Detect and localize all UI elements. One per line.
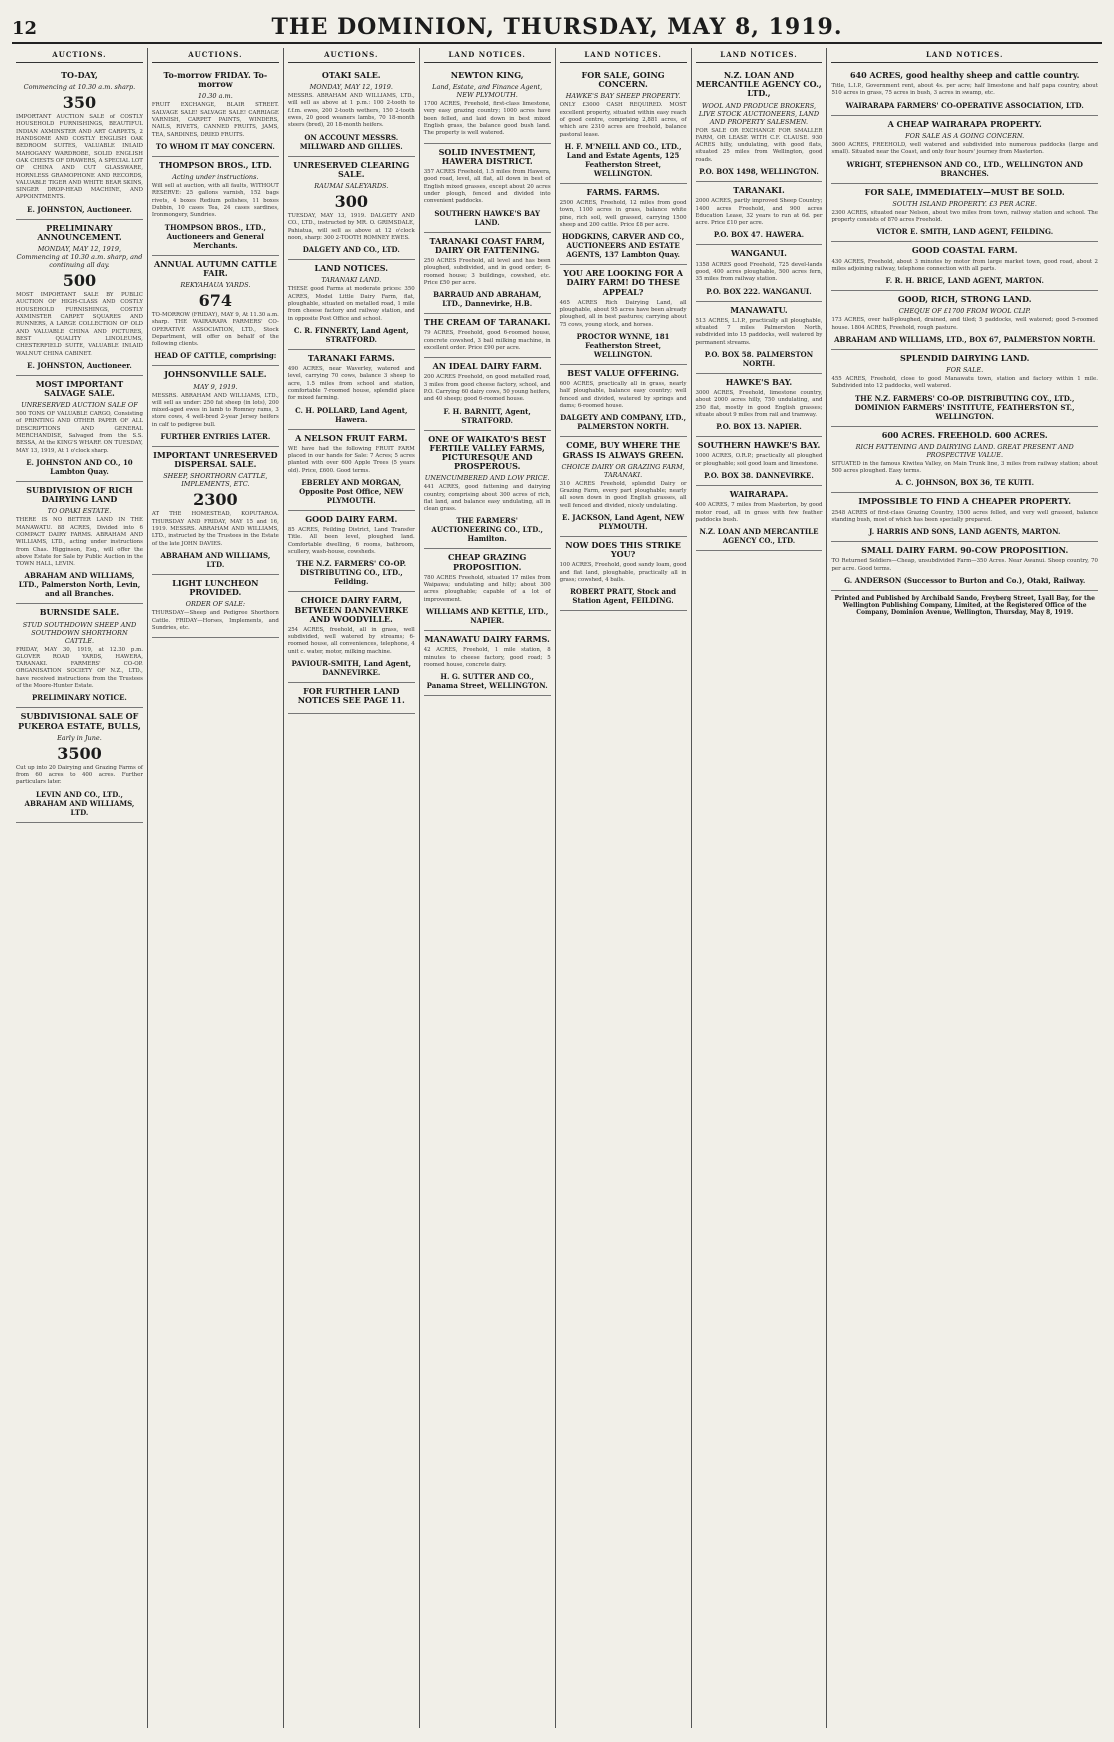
ad-headline: 600 ACRES. FREEHOLD. 600 ACRES. <box>881 429 1048 440</box>
ad-body: 600 ACRES, practically all in grass, nearly half ploughable, balance easy country; well fenced and divided, watered by springs and dams; 6-roomed house. <box>559 381 687 410</box>
ad-headline: TARANAKI COAST FARM, DAIRY OR FATTENING. <box>429 235 545 255</box>
ad-signature: VICTOR E. SMITH, LAND AGENT, FEILDING. <box>876 227 1054 237</box>
advertisement <box>696 437 823 486</box>
ad-body: 100 ACRES, Freehold, good sandy loam, good and flat land, ploughable, practically all in grass; cowshed, 4 bails. <box>559 562 687 583</box>
advertisement <box>424 233 551 315</box>
ad-body: 2548 ACRES of first-class Grazing Country, 1500 acres felled, and very well grassed, balance standing bush, most of which has been specially prepared. <box>831 509 1098 523</box>
ad-subhead: UNENCUMBERED AND LOW PRICE. <box>424 474 550 483</box>
ad-headline: 640 ACRES, good healthy sheep and cattle country. <box>849 70 1080 80</box>
ad-headline: OTAKI SALE. <box>321 70 381 80</box>
ad-signature: E. JACKSON, Land Agent, NEW PLYMOUTH. <box>562 512 685 531</box>
ad-body: 254 ACRES, freehold, all in grass, well subdivided, well watered by streams; 6-roomed house, all conveniences, telephone, 4 unit c. water, motor, milking machine. <box>287 626 415 655</box>
ad-subhead: CHEQUE OF £1700 FROM WOOL CLIP. <box>898 307 1031 316</box>
ad-headline: IMPOSSIBLE TO FIND A CHEAPER PROPERTY. <box>858 496 1071 507</box>
column-header: AUCTIONS. <box>16 48 143 63</box>
ad-headline: UNRESERVED CLEARING SALE. <box>293 159 410 179</box>
ad-headline: GOOD, RICH, STRONG LAND. <box>897 294 1032 305</box>
ad-body: 79 ACRES, Freehold, good 6-roomed house, concrete cowshed, 3 bail milking machine, in excellent order. Price £90 per acre. <box>423 330 551 351</box>
advertisement <box>831 427 1098 494</box>
ad-body: 42 ACRES, Freehold, 1 mile station, 8 minutes to cheese factory, good road; 5 roomed house, concrete dairy. <box>423 647 551 668</box>
ad-headline: NOW DOES THIS STRIKE YOU? <box>565 539 681 560</box>
column-header: LAND NOTICES. <box>424 48 551 63</box>
column-2 <box>148 48 284 1728</box>
ad-body: 2500 ACRES, Freehold, 12 miles from good town, 1100 acres in grass, balance white pine, rich soil, well grassed, carrying 1500 sheep and 200 cattle. Price £8 per acre. <box>559 200 687 228</box>
ad-headline: FOR FURTHER LAND NOTICES SEE PAGE 11. <box>297 686 405 706</box>
advertisement <box>560 265 687 365</box>
ad-subhead: MAY 9, 1919. <box>193 382 238 391</box>
ad-subhead: MONDAY, MAY 12, 1919, Commencing at 10.30 a.m. sharp, and continuing all day. <box>16 245 143 270</box>
advertisement <box>16 376 143 482</box>
ad-headline: SMALL DAIRY FARM. 90-COW PROPOSITION. <box>861 545 1069 556</box>
ad-headline: GOOD COASTAL FARM. <box>911 245 1018 256</box>
ad-headline: MANAWATU. <box>730 304 788 315</box>
ad-body: FOR SALE OR EXCHANGE FOR SMALLER FARM, OR LEASE WITH C.F. CLAUSE. 930 ACRES hilly, undulating, with good flats, situated 25 miles from Wellington, good roads. <box>695 127 823 163</box>
ad-body: IMPORTANT AUCTION SALE of COSTLY HOUSEHOLD FURNISHINGS, BEAUTIFUL INDIAN AXMINSTER AND ART CARPETS, 2 HANDSOME AND COSTLY ENGLISH OAK BEDROOM SUITES, VALUABLE INLAID MAHOGANY WARDROBE, SOLID ENGLISH OAK CHESTS OF DRAWERS, A SPECIAL LOT OF CHINA AND CUT GLASSWARE, HORNLESS GRAMOPHONE AND RECORDS, VALUABLE TIGER AND WHITE BEAR SKINS, SINGER DROP-HEAD MACHINE, AND APPOINTMENTS. <box>16 114 143 201</box>
advertisement <box>560 67 687 184</box>
ad-signature: PROCTOR WYNNE, 181 Featherston Street, WELLINGTON. <box>576 331 670 359</box>
advertisement <box>288 157 415 261</box>
ad-signature: P.O. BOX 47. HAWERA. <box>713 230 805 240</box>
advertisement <box>424 431 551 550</box>
ad-body: 250 ACRES Freehold, all level and has been ploughed, subdivided, and in good order; 6-roomed house; 3 buildings, cowshed, etc. Price £50 per acre. <box>423 257 551 286</box>
ad-body: Will sell at auction, with all faults, WITHOUT RESERVE: 25 gallons varnish, 152 bags rivets, 4 boxes Redium polishes, 11 boxes Dubbin, 10 cases Tea, 24 cases sardines, Ironmongery, Sundries. <box>151 183 279 219</box>
advertisement <box>288 260 415 350</box>
column-5 <box>556 48 692 1728</box>
ad-body: Cut up into 20 Dairying and Grazing Farms of from 60 acres to 400 acres. Further particulars later. <box>16 764 143 786</box>
ad-body: THERE IS NO BETTER LAND IN THE MANAWATU. 88 ACRES, Divided into 6 COMPACT DAIRY FARMS. ABRAHAM AND WILLIAMS, LTD., acting under instructions from Chas. Higginson, Esq., will offer the above Estate for Sale by Public Auction in the TOWN HALL, LEVIN. <box>16 517 143 568</box>
advertisement <box>288 683 415 714</box>
ad-signature: E. JOHNSTON, Auctioneer. <box>27 204 132 214</box>
ad-signature: E. JOHNSTON, Auctioneer. <box>27 360 132 370</box>
advertisement <box>560 437 687 537</box>
ad-body: 490 ACRES, near Waverley, watered and level, carrying 70 cows, balance 3 sheep to acre, 1.5 miles from school and station, comfortable 7-roomed house, splendid place for mixed farming. <box>287 366 415 402</box>
advertisement <box>16 604 143 708</box>
ad-body: 513 ACRES, L.I.P., practically all ploughable, situated 7 miles Palmerston North, subdivided into 15 paddocks, well watered by permanent streams. <box>695 317 823 346</box>
ad-body: THESE good Farms at moderate prices: 350 ACRES, Model Little Dairy Farm, flat, ploughable, situated on metalled road, 1 mile from cheese factory and railway station, and in opposite Post Office and school. <box>287 286 415 322</box>
advertisement <box>152 366 279 447</box>
ad-body: TO Returned Soldiers—Cheap, unsubdivided Farm—350 Acres. Near Awanui. Sheep country, 70 per acre. Good terms. <box>831 558 1098 572</box>
ad-signature: H. G. SUTTER AND CO., Panama Street, WELLINGTON. <box>426 672 548 691</box>
ad-body: 357 ACRES Freehold, 1.5 miles from Hawera, good road, level, all flat, all down in best of English mixed grasses, except about 20 acres under plough, fenced and divided into convenient paddocks. <box>423 169 551 205</box>
ad-subhead: CHOICE DAIRY OR GRAZING FARM, TARANAKI. <box>561 462 685 479</box>
advertisement <box>152 575 279 638</box>
column-header: LAND NOTICES. <box>831 48 1098 63</box>
ad-signature: H. F. M'NEILL AND CO., LTD., Land and Estate Agents, 125 Featherston Street, WELLINGTON. <box>564 141 682 178</box>
ad-signature: ON ACCOUNT MESSRS. MILLWARD AND GILLIES. <box>299 132 403 151</box>
ad-signature: C. H. POLLARD, Land Agent, Hawera. <box>295 405 408 424</box>
ad-body: 465 ACRES Rich Dairying Land, all ploughable, about 95 acres have been already ploughed, all in best pastures; carrying about 75 cows, young stock, and horses. <box>559 299 687 328</box>
ad-subhead: FOR SALE. <box>946 366 984 375</box>
ad-headline: AN IDEAL DAIRY FARM. <box>432 361 542 372</box>
advertisement <box>696 374 823 437</box>
ad-subhead: Acting under instructions. <box>172 173 259 182</box>
column-header: LAND NOTICES. <box>696 48 823 63</box>
ad-signature: THOMPSON BROS., LTD., Auctioneers and General Merchants. <box>164 222 266 250</box>
advertisement <box>424 144 551 233</box>
ad-headline: FOR SALE, GOING CONCERN. <box>581 70 665 90</box>
ad-headline: SOLID INVESTMENT, HAWERA DISTRICT. <box>438 146 536 166</box>
ad-body: 173 ACRES, over half-ploughed, drained, and tiled; 5 paddocks, well watered; good 5-roomed house. 1804 ACRES, Freehold, rough pasture. <box>831 317 1098 331</box>
ad-headline: SUBDIVISION OF RICH DAIRYING LAND <box>26 484 133 505</box>
advertisement <box>831 493 1098 542</box>
ad-body: 1700 ACRES, Freehold, first-class limestone, very easy grazing country; 1000 acres have been felled, and laid down in best mixed English grass, the balance good bush land. The property is well watered. <box>423 101 551 137</box>
advertisement <box>831 542 1098 591</box>
advertisement <box>16 482 143 604</box>
ad-body: ONLY £3000 CASH REQUIRED. MOST excellent property, situated within easy reach of good centre, comprising 2,881 acres, of which are 2310 acres are freehold, balance pastoral lease. <box>559 102 687 138</box>
column-3 <box>284 48 420 1728</box>
ad-signature: P.O. BOX 222. WANGANUI. <box>706 286 812 296</box>
advertisement <box>560 365 687 437</box>
advertisement <box>288 350 415 430</box>
advertisement <box>831 291 1098 350</box>
ad-signature: N.Z. LOAN AND MERCANTILE AGENCY CO., LTD. <box>699 527 819 546</box>
ad-signature: THE N.Z. FARMERS' CO-OP. DISTRIBUTING CO., LTD., Feilding. <box>296 559 407 587</box>
ad-signature: DALGETY AND CO., LTD. <box>302 245 400 255</box>
advertisement <box>831 184 1098 243</box>
ad-signature: A. C. JOHNSON, BOX 36, TE KUITI. <box>895 478 1035 488</box>
ad-subhead: TO OPAKI ESTATE. <box>47 507 112 516</box>
ad-signature: G. ANDERSON (Successor to Burton and Co.), Otaki, Railway. <box>844 576 1086 586</box>
ad-signature: HEAD OF CATTLE, comprising: <box>154 351 277 361</box>
ad-body: MESSRS. ABRAHAM AND WILLIAMS, LTD., will sell as above at 1 p.m.: 100 2-tooth to f.f.m. ewes, 200 2-tooth wethers, 150 2-tooth ewes, 20 good weaners lambs, 70 18-month steers (bred), 20 18-month heifers. <box>287 93 415 129</box>
column-7 <box>827 48 1102 1728</box>
ad-body: MOST IMPORTANT SALE BY PUBLIC AUCTION OF HIGH-CLASS AND COSTLY HOUSEHOLD FURNISHINGS, COSTLY AXMINSTER CARPET SQUARES AND RUNNERS, A LARGE COLLECTION OF OLD AND VALUABLE CHINA AND PICTURES, BEST QUALITY LINOLEUMS, CHESTERFIELD SUITE, VALUABLE INLAID WALNUT CHINA CABINET. <box>16 292 143 357</box>
ad-subhead: Land, Estate, and Finance Agent, NEW PLYMOUTH. <box>432 83 543 100</box>
ad-subhead: ORDER OF SALE: <box>185 600 246 609</box>
column-6 <box>692 48 828 1728</box>
advertisement <box>16 67 143 220</box>
advertisement <box>288 67 415 157</box>
ad-body: 2300 ACRES, situated near Nelson, about two miles from town, railway station and school. The property consists of 870 acres Freehold. <box>831 209 1098 224</box>
column-header: AUCTIONS. <box>152 48 279 63</box>
ad-signature: P.O. BOX 58. PALMERSTON NORTH. <box>704 349 814 368</box>
ad-headline: N.Z. LOAN AND MERCANTILE AGENCY CO., LTD., <box>696 70 822 99</box>
advertisement <box>831 350 1098 427</box>
ad-headline: PRELIMINARY ANNOUNCEMENT. <box>37 222 122 242</box>
ad-signature: BARRAUD AND ABRAHAM, LTD., Dannevirke, H.B. <box>433 290 542 309</box>
ad-headline: ONE OF WAIKATO'S BEST FERTILE VALLEY FARMS, PICTURESQUE AND PROSPEROUS. <box>428 433 547 472</box>
ad-body: 430 ACRES, Freehold, about 3 minutes by motor from large market town, good road, about 2 miles adjoining railway, telephone connection with all parts. <box>831 258 1098 272</box>
ad-headline: SOUTHERN HAWKE'S BAY. <box>697 440 821 451</box>
ad-lot-number: 500 <box>62 271 97 291</box>
ad-signature: C. R. FINNERTY, Land Agent, STRATFORD. <box>293 325 409 344</box>
ad-signature: WAIRARAPA FARMERS' CO-OPERATIVE ASSOCIATION, LTD. <box>845 100 1084 110</box>
advertisement <box>424 549 551 631</box>
ad-headline: A CHEAP WAIRARAPA PROPERTY. <box>887 118 1042 129</box>
ad-body: FRIDAY, MAY 30, 1919, at 12.30 p.m. GLOVER ROAD YARDS, HAWERA, TARANAKI. FARMERS' CO-OP. ORGANISATION SOCIETY OF N.Z., LTD., have received instructions from the Trustees of the Moore-Hunter Estate. <box>16 646 143 690</box>
ad-lot-number: 300 <box>334 192 368 212</box>
columns-container <box>12 48 1102 1728</box>
ad-signature: THE FARMERS' AUCTIONEERING CO., LTD., Hamilton. <box>431 516 543 544</box>
ad-headline: GOOD DAIRY FARM. <box>305 513 398 524</box>
ad-headline: TO-DAY, <box>61 70 98 80</box>
ad-headline: To-morrow FRIDAY. To-morrow <box>163 70 268 90</box>
advertisement <box>288 430 415 511</box>
advertisement <box>831 242 1098 291</box>
ad-headline: LAND NOTICES. <box>314 263 389 274</box>
advertisement <box>696 245 823 301</box>
ad-body: TO-MORROW (FRIDAY), MAY 9, At 11.30 a.m. sharp. THE WAIRARAPA FARMERS' CO-OPERATIVE ASSOCIATION, LTD., Stock Department, will offer on behalf of the following clients. <box>151 311 279 348</box>
column-1 <box>12 48 148 1728</box>
ad-subhead: SHEEP, SHORTHORN CATTLE, IMPLEMENTS, ETC. <box>163 472 268 489</box>
ad-signature: PAVIOUR-SMITH, Land Agent, DANNEVIRKE. <box>291 659 412 678</box>
ad-headline: WAIRARAPA. <box>729 489 789 500</box>
advertisement <box>288 511 415 592</box>
ad-headline: CHEAP GRAZING PROPOSITION. <box>447 552 527 572</box>
ad-signature: WILLIAMS AND KETTLE, LTD., NAPIER. <box>426 607 549 626</box>
ad-subhead: MONDAY, MAY 12, 1919. <box>309 83 393 92</box>
ad-headline: ANNUAL AUTUMN CATTLE FAIR. <box>153 258 277 278</box>
ad-headline: THOMPSON BROS., LTD. <box>158 159 272 170</box>
ad-subhead: REKYAHAUA YARDS. <box>180 280 251 289</box>
ad-body: SITUATED in the famous Kiwitea Valley, on Main Trunk line, 3 miles from railway station; about 500 acres ploughed. Easy terms. <box>831 460 1098 475</box>
ad-subhead: 10.30 a.m. <box>197 92 233 101</box>
ad-signature: PRELIMINARY NOTICE. <box>32 693 127 703</box>
ad-subhead: Commencing at 10.30 a.m. sharp. <box>23 83 136 92</box>
ad-body: 455 ACRES, Freehold, close to good Manawatu town, station and factory within 1 mile. Subdivided into 12 paddocks, well watered. <box>831 376 1098 390</box>
ad-signature: THE N.Z. FARMERS' CO-OP. DISTRIBUTING COY., LTD., DOMINION FARMERS' INSTITUTE, FEATHERSTON ST., WELLINGTON. <box>854 393 1075 421</box>
ad-subhead: TARANAKI LAND. <box>321 276 382 285</box>
ad-body: 310 ACRES Freehold, splendid Dairy or Grazing Farm, every part ploughable; nearly all sown down in good English grasses, all well fenced and divided, nicely undulating. <box>559 480 687 509</box>
ad-headline: WANGANUI. <box>731 248 787 259</box>
ad-subhead: RICH FATTENING AND DAIRYING LAND. GREAT PRESENT AND PROSPECTIVE VALUE. <box>855 442 1074 459</box>
advertisement <box>696 182 823 245</box>
ad-signature: WRIGHT, STEPHENSON AND CO., LTD., WELLINGTON AND BRANCHES. <box>846 159 1083 178</box>
ad-subhead: RAUMAI SALEYARDS. <box>314 182 389 191</box>
advertisement <box>696 67 823 182</box>
column-4 <box>420 48 556 1728</box>
ad-headline: SPLENDID DAIRYING LAND. <box>899 352 1030 363</box>
ad-lot-number: 674 <box>198 290 233 310</box>
masthead <box>12 14 1102 44</box>
ad-signature: DALGETY AND COMPANY, LTD., PALMERSTON NORTH. <box>560 413 687 432</box>
advertisement <box>696 486 823 551</box>
ad-headline: JOHNSONVILLE SALE. <box>164 369 267 380</box>
ad-headline: COME, BUY WHERE THE GRASS IS ALWAYS GREEN. <box>562 440 684 460</box>
ad-body: 3600 ACRES, FREEHOLD, well watered and subdivided into numerous paddocks (large and small). Situated near the Coast, and only four hours' journey from Masterton. <box>831 141 1098 156</box>
newspaper-title: THE DOMINION, THURSDAY, MAY 8, 1919. <box>271 14 843 40</box>
advertisement <box>288 592 415 683</box>
ad-headline: TARANAKI. <box>733 185 785 196</box>
advertisement <box>831 116 1098 184</box>
ad-headline: LIGHT LUNCHEON PROVIDED. <box>172 577 259 598</box>
ad-signature: P.O. BOX 1498, WELLINGTON. <box>699 167 819 177</box>
advertisement <box>696 302 823 374</box>
advertisement <box>16 220 143 376</box>
advertisement <box>560 184 687 265</box>
ad-headline: CHOICE DAIRY FARM, BETWEEN DANNEVIRKE AND WOODVILLE. <box>294 595 409 624</box>
advertisement <box>152 447 279 575</box>
ad-body: 3000 ACRES, Freehold, limestone country, about 2000 acres hilly, 750 undulating, and 250 flat, mostly in good English grasses; situate about 9 miles from rail and tramway. <box>695 390 823 418</box>
ad-signature: P.O. BOX 38. DANNEVIRKE. <box>704 471 814 481</box>
ad-headline: BEST VALUE OFFERING. <box>567 367 679 378</box>
ad-subhead: HAWKE'S BAY SHEEP PROPERTY. <box>565 92 681 101</box>
ad-subhead: UNRESERVED AUCTION SALE OF <box>21 401 138 410</box>
ad-signature: FURTHER ENTRIES LATER. <box>160 432 271 442</box>
ad-body: AT THE HOMESTEAD, KOPUTAROA. THURSDAY AND FRIDAY, MAY 15 and 16, 1919. MESSRS. ABRAHAM AND WILLIAMS, LTD., instructed by the Trustees in the Estate of the late JOHN DAVIES. <box>151 511 279 547</box>
ad-subhead: Early in June. <box>57 733 102 742</box>
page-number: 12 <box>12 18 38 39</box>
ad-headline: IMPORTANT UNRESERVED DISPERSAL SALE. <box>153 450 278 470</box>
ad-body: FRUIT EXCHANGE, BLAIR STREET. SALVAGE SALE! SALVAGE SALE! CARRIAGE VARNISH, CARPET PAINTS, WINDERS, NAILS, RIVETS, CANNED FRUITS, JAMS, TEA, SARDINES, DRIED FRUITS. <box>151 102 279 138</box>
ad-signature: J. HARRIS AND SONS, LAND AGENTS, MARTON. <box>868 527 1061 537</box>
advertisement <box>152 157 279 256</box>
ad-body: THURSDAY—Sheep and Pedigree Shorthorn Cattle. FRIDAY—Horses, Implements, and Sundries, etc. <box>151 610 279 631</box>
ad-headline: NEWTON KING, <box>450 70 524 80</box>
ad-headline: HAWKE'S BAY. <box>725 376 793 387</box>
ad-body: 441 ACRES, good fattening and dairying country, comprising about 300 acres of rich, flat land, and balance easy undulating, all in clean grass. <box>423 484 551 513</box>
ad-signature: LEVIN AND CO., LTD., ABRAHAM AND WILLIAMS, LTD. <box>24 789 135 817</box>
ad-lot-number: 350 <box>62 93 97 113</box>
ad-body: 1000 ACRES, O.R.P.; practically all ploughed or ploughable; soil good loam and limestone. <box>695 453 823 467</box>
ad-signature: E. JOHNSTON AND CO., 10 Lambton Quay. <box>26 457 133 476</box>
ad-body: 2000 ACRES, partly improved Sheep Country; 1400 acres Freehold, and 900 acres Education Lease, 32 years to run at 6d. per acre. Price £10 per acre. <box>695 198 823 227</box>
ad-subhead: SOUTH ISLAND PROPERTY. £3 PER ACRE. <box>892 199 1037 208</box>
ad-signature: ABRAHAM AND WILLIAMS, LTD., BOX 67, PALMERSTON NORTH. <box>834 334 1096 344</box>
ad-body: 500 TONS OF VALUABLE CARGO, Consisting of PRINTING AND OTHER PAPER OF ALL DESCRIPTIONS AND GENERAL MERCHANDISE, Salvaged from the S.S. BESSA, At the KING'S WHARF. ON TUESDAY, MAY 13, 1919, At 1 o'clock sharp. <box>16 411 143 454</box>
advertisement <box>831 67 1098 116</box>
advertisement <box>424 67 551 144</box>
ad-signature: EBERLEY AND MORGAN, Opposite Post Office, NEW PLYMOUTH. <box>299 477 404 505</box>
ad-headline: FOR SALE, IMMEDIATELY—MUST BE SOLD. <box>864 186 1065 197</box>
column-header: AUCTIONS. <box>288 48 415 63</box>
ad-headline: YOU ARE LOOKING FOR A DAIRY FARM! DO THESE APPEAL? <box>563 268 683 297</box>
ad-headline: MOST IMPORTANT SALVAGE SALE. <box>35 378 124 398</box>
ad-headline: MANAWATU DAIRY FARMS. <box>424 634 550 645</box>
ad-lot-number: 2300 <box>193 490 238 510</box>
ad-signature: ROBERT PRATT, Stock and Station Agent, FEILDING. <box>570 587 677 606</box>
advertisement <box>560 537 687 611</box>
ad-body: WE have had the following FRUIT FARM placed in our hands for Sale: 7 Acres; 5 acres planted with over 600 Apple Trees (5 years old). Price, £600. Good terms. <box>287 445 415 474</box>
printer-imprint: Printed and Published by Archibald Sando, Freyberg Street, Lyall Bay, for the Wellington Publishing Company, Limited, at the Registered Office of the Company, Dominion Avenue, Wellington, Thursday, May 8, 1919. <box>834 595 1095 617</box>
column-header: LAND NOTICES. <box>560 48 687 63</box>
ad-body: 780 ACRES Freehold, situated 17 miles from Waipawa; undulating and hilly; about 300 acres ploughable; capable of a lot of improvement. <box>423 574 551 603</box>
advertisement <box>152 256 279 367</box>
ad-signature: SOUTHERN HAWKE'S BAY LAND. <box>434 208 541 227</box>
ad-body: 400 ACRES, 7 miles from Masterton, by good motor road, all in grass with few feather paddocks bush. <box>695 502 823 523</box>
ad-headline: BURNSIDE SALE. <box>39 607 120 618</box>
ad-headline: THE CREAM OF TARANAKI. <box>423 317 551 328</box>
advertisement <box>424 358 551 430</box>
ad-body: 1358 ACRES good Freehold, 725 devel-lands good, 400 acres ploughable, 500 acres fern, 35 miles from railway station. <box>695 261 823 283</box>
ad-signature: P.O. BOX 13. NAPIER. <box>716 422 802 432</box>
ad-body: TUESDAY, MAY 13, 1919. DALGETY AND CO., LTD., instructed by MR. O. GRIMSDALE, Pahiatua, will sell as above at 12 o'clock noon, sharp: 300 2-TOOTH ROMNEY EWES. <box>287 213 415 241</box>
ad-headline: TARANAKI FARMS. <box>307 352 395 363</box>
ad-headline: SUBDIVISIONAL SALE OF PUKEROA ESTATE, BULLS, <box>18 711 141 731</box>
ad-signature: TO WHOM IT MAY CONCERN. <box>155 141 275 151</box>
ad-subhead: STUD SOUTHDOWN SHEEP AND SOUTHDOWN SHORTHORN CATTLE. <box>22 620 137 645</box>
ad-signature: ABRAHAM AND WILLIAMS, LTD. <box>160 550 271 569</box>
ad-subhead: FOR SALE AS A GOING CONCERN. <box>905 131 1025 140</box>
advertisement <box>152 67 279 157</box>
ad-lot-number: 3500 <box>57 743 102 763</box>
ad-body: 200 ACRES Freehold, on good metalled road, 3 miles from good cheese factory, school, and P.O. Carrying 60 dairy cows, 50 young heifers, and 40 sheep; good 6-roomed house. <box>423 374 551 403</box>
ad-headline: A NELSON FRUIT FARM. <box>295 432 408 443</box>
ad-signature: F. H. BARNITT, Agent, STRATFORD. <box>443 406 531 425</box>
advertisement <box>16 708 143 822</box>
ad-signature: F. R. H. BRICE, LAND AGENT, MARTON. <box>885 276 1044 286</box>
ad-headline: FARMS. FARMS. <box>586 186 660 197</box>
ad-body: Title, L.I.P., Government rent, about 4s. per acre; half limestone and half papa country, about 510 acres in grass, 75 acres in bush, 3 acres in swamp, etc. <box>831 83 1098 97</box>
ad-body: MESSRS. ABRAHAM AND WILLIAMS, LTD., will sell as under: 250 fat sheep (in lots), 200 mixed-aged ewes in lamb to Romney rams, 3 store cows, 4 well-bred 2-year Jersey heifers in calf to pedigree bull. <box>151 392 279 428</box>
advertisement <box>424 314 551 358</box>
ad-subhead: WOOL AND PRODUCE BROKERS, LIVE STOCK AUCTIONEERS, LAND AND PROPERTY SALESMEN. <box>698 101 820 126</box>
ad-signature: HODGKINS, CARVER AND CO., AUCTIONEERS AND ESTATE AGENTS, 137 Lambton Quay. <box>561 232 685 260</box>
ad-body: 85 ACRES, Feilding District, Land Transfer Title. All been level, ploughed land. Comfortable dwelling, 6 rooms, bathroom, scullery, wash-house, cowsheds. <box>287 527 415 556</box>
advertisement <box>424 631 551 696</box>
ad-signature: ABRAHAM AND WILLIAMS, LTD., Palmerston North, Levin, and all Branches. <box>18 571 141 599</box>
